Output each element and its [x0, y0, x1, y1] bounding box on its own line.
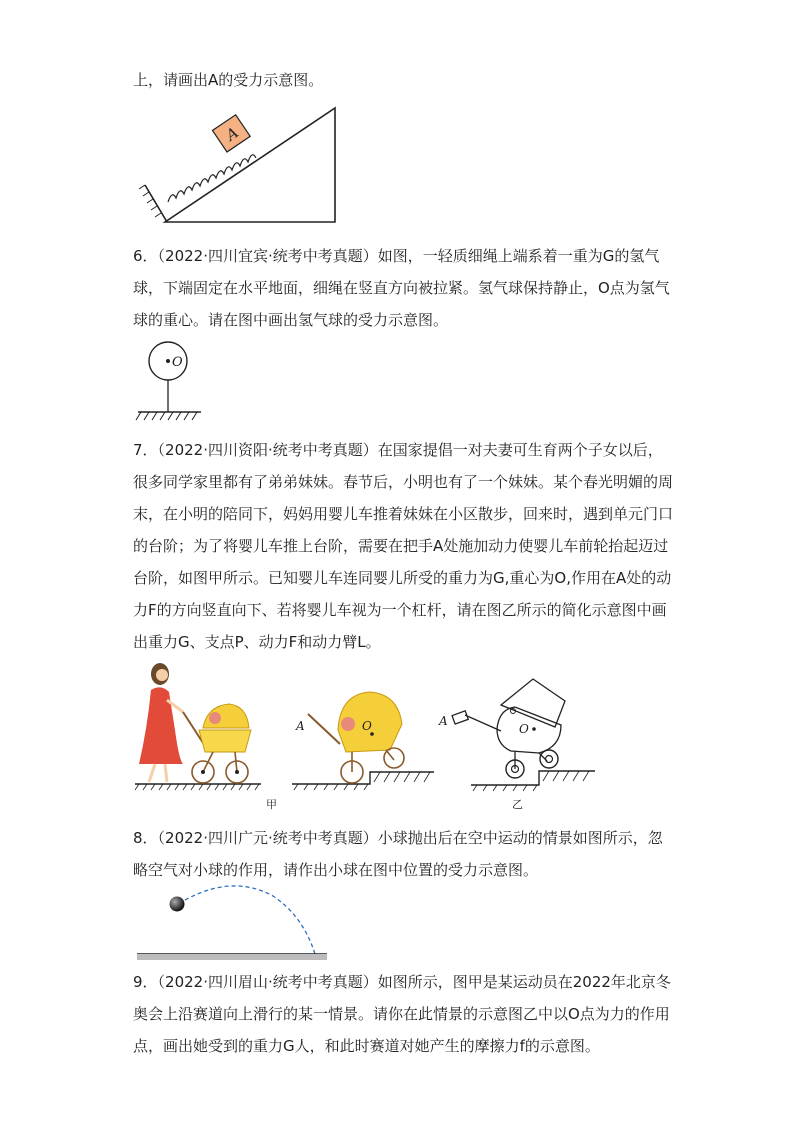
spring: [168, 155, 256, 202]
question-9-text: 9．（2022·四川眉山·统考中考真题）如图所示，图甲是某运动员在2022年北京冬奥会上沿赛道向上滑行的某一情景。请你在此情景的示意图乙中以O点为力的作用点，画出她受到的重力G人，和此时赛道对她产生的摩擦力f的示意图。: [133, 973, 671, 1055]
label-a-middle: A: [296, 719, 305, 733]
woman: [139, 663, 183, 782]
question-7-text: 7．（2022·四川资阳·统考中考真题）在国家提倡一对夫妻可生育两个子女以后，很多同学家里都有了弟弟妹妹。春节后，小明也有了一个妹妹。某个春光明媚的周末，在小明的陪同下，妈妈用婴儿车推着妹妹在小区散步，回来时，遇到单元门口的台阶；为了将婴儿车推上台阶，需要在把手A处施加动力使婴儿车前轮抬起迈过台阶，如图甲所示。已知婴儿车连同婴儿所受的重力为G,重心为O,作用在A处的动力F的方向竖直向下、若将婴儿车视为一个杠杆，请在图乙所示的简化示意图中画出重力G、支点P、动力F和动力臂L。: [133, 441, 674, 651]
stroller: [183, 704, 251, 783]
incline-spring-figure: [135, 105, 345, 225]
stroller-figure-jia: [133, 660, 283, 800]
step-outline-yi: [471, 771, 595, 785]
block-a: [212, 115, 250, 152]
step-hatch-yi: [473, 771, 589, 791]
question-8-text: 8．（2022·四川广元·统考中考真题）小球抛出后在空中运动的情景如图所示，忽略空气对小球的作用，请作出小球在图中位置的受力示意图。: [133, 829, 663, 879]
balloon-figure: [135, 338, 207, 426]
label-o-middle: O: [362, 719, 372, 733]
balloon-label-o: O: [172, 355, 183, 370]
question-6-text: 6．（2022·四川宜宾·统考中考真题）如图，一轻质细绳上端系着一重为G的氢气球，下端固定在水平地面，细绳在竖直方向被拉紧。氢气球保持静止，O点为氢气球的重心。请在图中画出氢气球的受力示意图。: [133, 247, 670, 329]
canopy: [501, 679, 565, 727]
center-point: [166, 359, 170, 363]
ground-fill: [137, 954, 327, 960]
label-a-yi: A: [439, 714, 448, 728]
wall-hatch: [139, 185, 161, 217]
handle-a: [452, 711, 468, 724]
ball-trajectory-figure: [133, 880, 333, 965]
basket: [497, 707, 561, 753]
stroller-figure-step: [290, 680, 440, 795]
intro-line: 上，请画出A的受力示意图。: [133, 71, 324, 89]
incline-triangle: [165, 108, 335, 222]
ground-hatch: [135, 784, 259, 790]
ball: [170, 897, 185, 912]
center-o-yi: [532, 727, 536, 731]
caption-yi: 乙: [512, 798, 523, 811]
block-a-label: A: [222, 123, 242, 145]
label-o-yi: O: [519, 722, 529, 736]
ground-hatch: [136, 412, 197, 420]
trajectory: [185, 886, 315, 954]
caption-jia: 甲: [266, 798, 277, 811]
front-wheel: [540, 750, 558, 768]
stroller-figure-yi: [435, 665, 600, 795]
